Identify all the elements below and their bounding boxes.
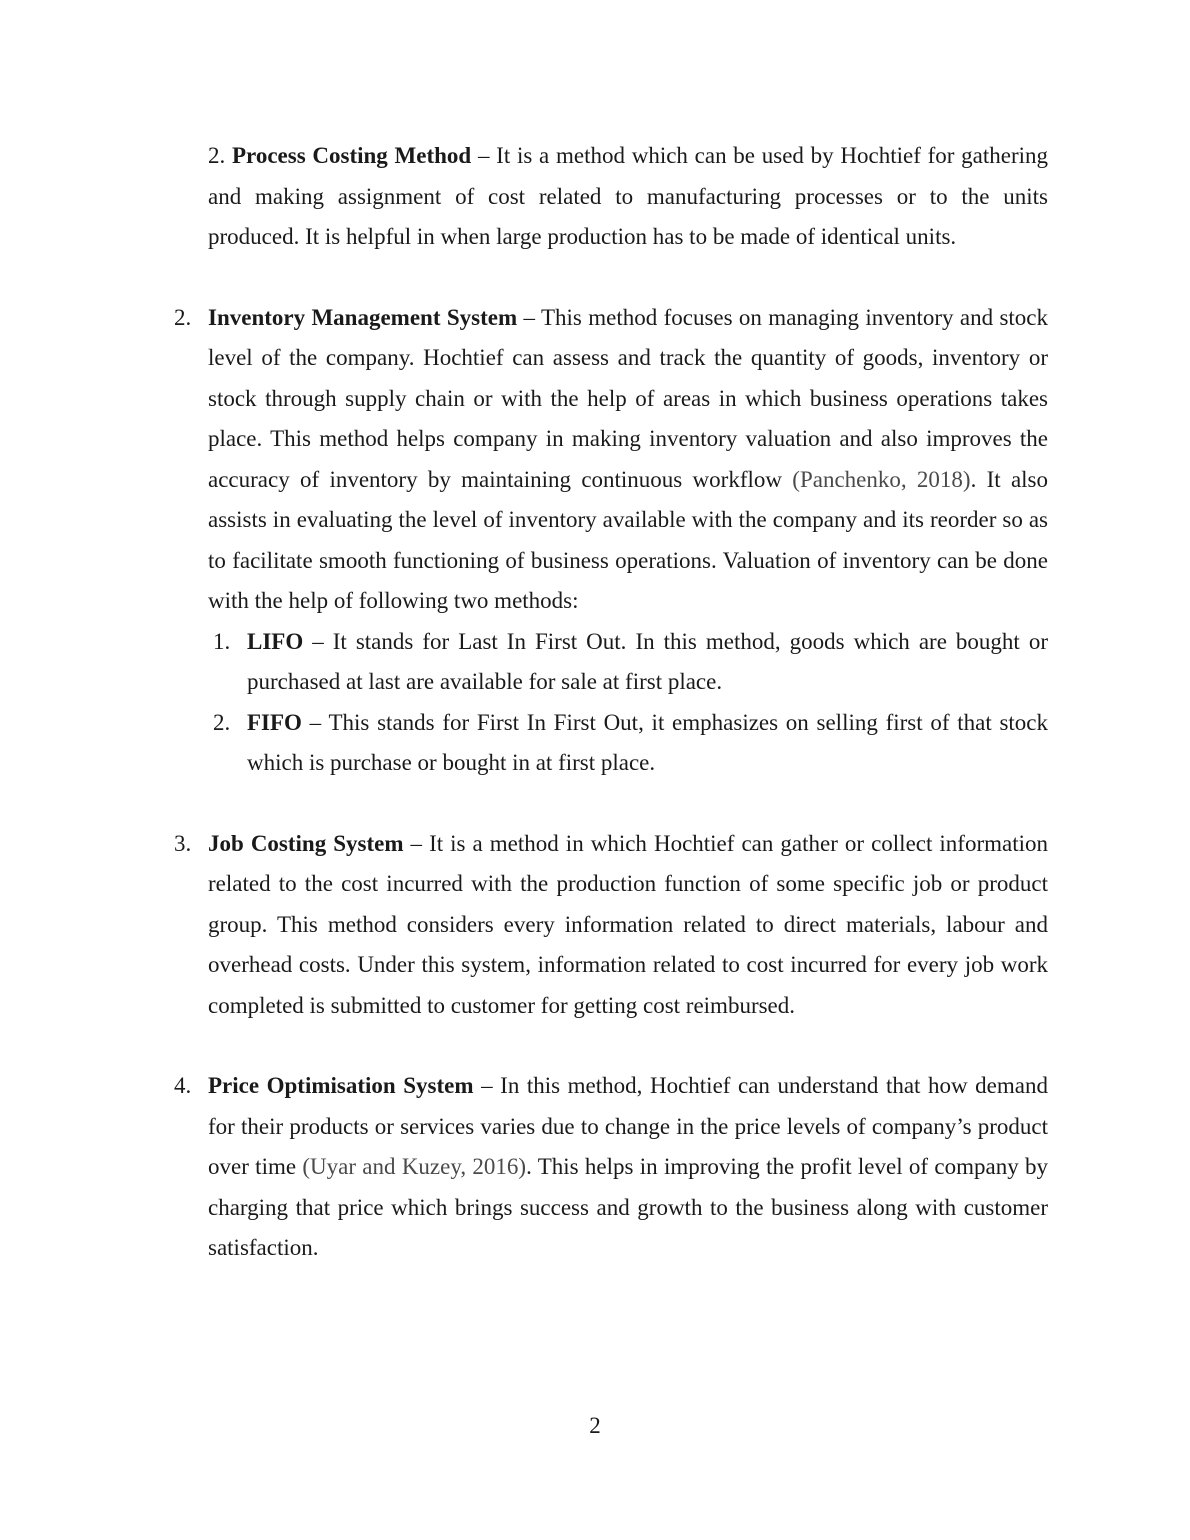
sub-list-item-fifo: [213, 703, 1048, 784]
list-item-body: – This method focuses on managing inventory and stock level of the company. Hochtief can assess and track the quantity of goods, inventory or stock through supply chain or with the help of areas in which business operations takes place. This method helps company in making inventory valuation and also improves the accuracy of inventory by maintaining continuous workflow: [208, 304, 1049, 492]
sub-list-item-lifo: [213, 622, 1048, 703]
list-item-body: – In this method, Hochtief can understand that how demand for their products or services varies due to change in the price levels of company’s product over time: [208, 1073, 1048, 1179]
sub-list-item-title: FIFO: [247, 709, 302, 735]
list-item-price-optimisation: [174, 1066, 1048, 1269]
intro-paragraph-title: Process Costing Method: [232, 143, 472, 168]
sub-list-item-marker: 2.: [213, 709, 231, 735]
list-item-body-continued: . This helps in improving the profit level of company by charging that price which brings success and growth to the business along with customer satisfaction.: [208, 1154, 1048, 1260]
list-item-title: Price Optimisation System: [208, 1073, 474, 1098]
citation-panchenko-2018: (Panchenko, 2018): [792, 466, 971, 492]
intro-paragraph-body: – It is a method which can be used by Hochtief for gathering and making assignment of cost related to manufacturing processes or to the units produced. It is helpful in when large production has to be made of identical units.: [208, 143, 1048, 249]
list-item-title: Job Costing System: [208, 830, 404, 856]
list-item-marker: 2.: [174, 304, 192, 330]
intro-paragraph-marker: 2.: [208, 143, 232, 168]
list-item-inventory-management: [174, 298, 1049, 784]
document-content: [174, 136, 1049, 1269]
list-item-title: Inventory Management System: [208, 304, 518, 330]
page-number: 2: [589, 1413, 601, 1438]
sub-list-item-body: – This stands for First In First Out, it emphasizes on selling first of that stock which is purchase or bought in at first place.: [247, 709, 1048, 775]
list-item-marker: 4.: [174, 1073, 192, 1098]
list-item-marker: 3.: [174, 830, 192, 856]
sub-list-item-marker: 1.: [213, 628, 231, 654]
list-item-body-continued: . It also assists in evaluating the level of inventory available with the company and its reorder so as to facilitate smooth functioning of business operations. Valuation of inventory can be done with the help of following two methods:: [208, 466, 1048, 613]
list-item-body: – It is a method in which Hochtief can gather or collect information related to the cost incurred with the production function of some specific job or product group. This method considers every information related to direct materials, labour and overhead costs. Under this system, information related to cost incurred for every job work completed is submitted to customer for getting cost reimbursed.: [208, 830, 1049, 1018]
sub-list-item-title: LIFO: [247, 628, 304, 654]
list-item-job-costing: [174, 824, 1049, 1027]
intro-paragraph: [208, 136, 1048, 258]
citation-uyar-kuzey-2016: (Uyar and Kuzey, 2016): [302, 1154, 527, 1179]
sub-list-item-body: – It stands for Last In First Out. In this method, goods which are bought or purchased at last are available for sale at first place.: [247, 628, 1048, 694]
